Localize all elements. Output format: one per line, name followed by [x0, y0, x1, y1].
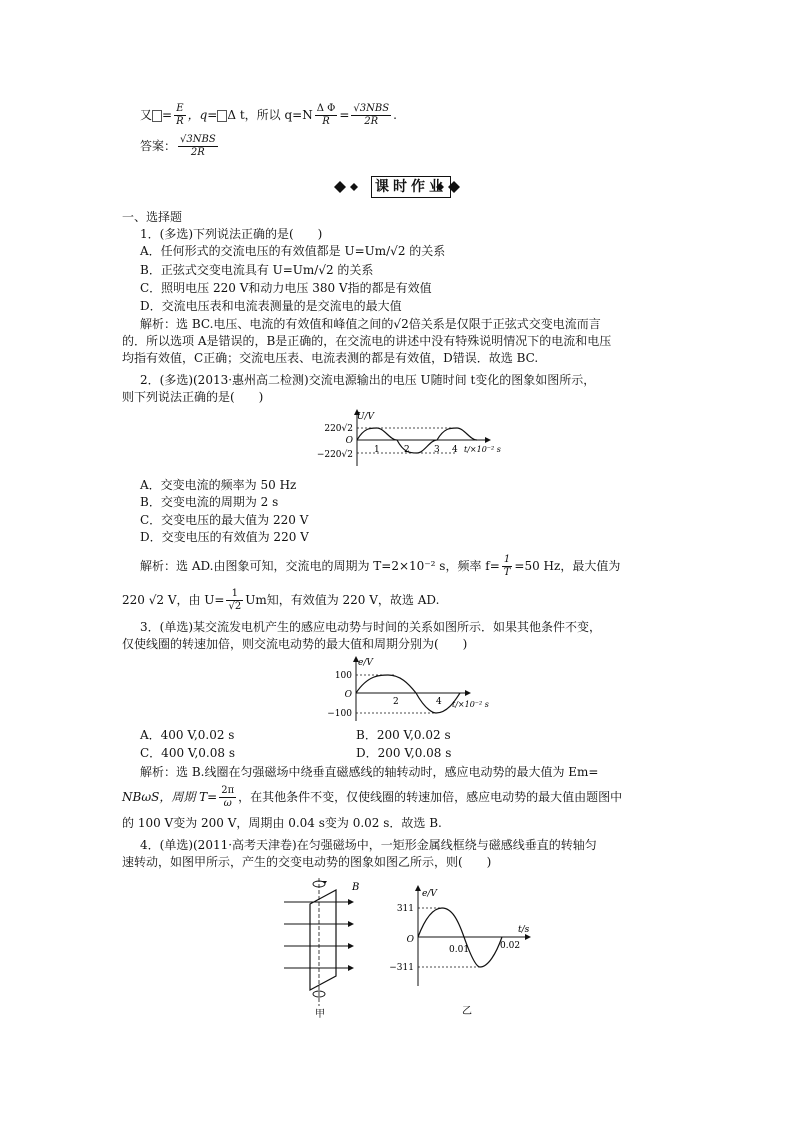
fraction [226, 588, 243, 613]
x-tick-label: 0.02 [500, 941, 521, 951]
denominator: R [322, 116, 330, 127]
y-tick-label: −311 [389, 963, 414, 973]
q2-stem: 则下列说法正确的是( ) [122, 390, 264, 404]
q1-solution: 解析：选 BC.电压、电流的有效值和峰值之间的√2倍关系是仅限于正弦式交变电流而言 [140, 317, 601, 331]
numerator: E [174, 103, 186, 116]
section-heading [332, 176, 462, 198]
q1-option-d: D．交流电压表和电流表测量的是交流电的最大值 [140, 299, 402, 313]
answer-line [140, 134, 220, 159]
x-axis-label: t/×10⁻² s [452, 700, 489, 709]
q1-option-b: B．正弦式交变电流具有 U=Um/√2 的关系 [140, 263, 374, 277]
q3-option-a: A．400 V,0.02 s [140, 728, 235, 742]
numerator: √3NBS [353, 103, 390, 114]
denominator: R [176, 116, 184, 127]
fraction [174, 103, 186, 128]
x-tick-label: 3 [434, 445, 440, 455]
q4-stem: 4．(单选)(2011·高考天津卷)在匀强磁场中，一矩形金属线框绕与磁感线垂直的转轴匀 [140, 838, 597, 852]
y-axis-label: U/V [356, 412, 374, 422]
text: 又 [140, 108, 153, 122]
x-tick-label: 1 [374, 445, 380, 455]
y-axis-label: e/V [358, 658, 373, 668]
fraction [502, 554, 513, 579]
x-tick-label: 4 [436, 697, 442, 707]
numerator: √3NBS [180, 134, 216, 145]
q3-solution: 的 100 V变为 200 V，周期由 0.04 s变为 0.02 s．故选 B. [122, 816, 442, 830]
y-axis-label: e/V [422, 889, 437, 899]
q3-option-c: C．400 V,0.08 s [140, 746, 235, 760]
q2-solution [122, 588, 439, 613]
origin-label: O [406, 935, 414, 945]
y-tick-label: 100 [334, 671, 352, 681]
y-tick-label: 311 [396, 904, 414, 914]
numerator: 1 [226, 588, 243, 601]
text: Um知，有效值为 220 V，故选 AD. [245, 593, 440, 607]
denominator: √2 [228, 601, 242, 612]
q3-stem: 3．(单选)某交流发电机产生的感应电动势与时间的关系如图所示．如果其他条件不变， [140, 620, 602, 634]
x-tick-label: 2 [393, 697, 399, 707]
heading-title: 课时作业 [371, 176, 451, 198]
missing-glyph-icon [152, 110, 162, 122]
q1-option-a: A．任何形式的交流电压的有效值都是 U=Um/√2 的关系 [140, 244, 446, 258]
x-axis-label: t/×10⁻² s [464, 445, 501, 454]
q4-figure-yi [389, 882, 542, 1020]
origin-label: O [344, 690, 352, 700]
q1-option-c: C．照明电压 220 V和动力电压 380 V指的都是有效值 [140, 281, 432, 295]
text: NBωS，周期 T= [122, 790, 218, 804]
numerator: Δ Φ [316, 103, 336, 114]
text: Δ t，所以 q=N [227, 108, 313, 122]
text: ，q= [187, 108, 218, 122]
figure-caption: 甲 [315, 1009, 325, 1020]
q4-stem: 速转动，如图甲所示，产生的交变电动势的图象如图乙所示，则( ) [122, 855, 492, 869]
denominator: ω [223, 798, 232, 809]
text: = [339, 108, 350, 122]
numerator: 2π [221, 785, 235, 796]
y-tick-label: 220√2 [324, 424, 353, 434]
denominator: T [503, 567, 511, 578]
q3-option-b: B．200 V,0.02 s [356, 728, 451, 742]
x-axis-label: t/s [518, 925, 530, 935]
x-tick-label: 0.01 [449, 945, 470, 955]
q2-voltage-graph [312, 408, 518, 468]
x-tick-label: 4 [452, 445, 458, 455]
q2-stem: 2．(多选)(2013·惠州高二检测)交流电源输出的电压 U随时间 t变化的图象如图所示， [140, 373, 596, 387]
text: 解析：选 AD.由图象可知，交流电的周期为 T=2×10⁻² s，频率 f= [140, 559, 500, 573]
q3-option-d: D．200 V,0.08 s [356, 746, 452, 760]
q1-stem: 1．(多选)下列说法正确的是( ) [140, 227, 323, 241]
figure-caption: 乙 [462, 1006, 472, 1017]
q1-solution: 均指有效值，C正确；交流电压表、电流表测的都是有效值，D错误．故选 BC. [122, 351, 539, 365]
field-label: B [352, 882, 360, 893]
text: 220 √2 V，由 U= [122, 593, 225, 607]
missing-glyph-icon [217, 110, 227, 122]
q1-solution: 的．所以选项 A是错误的，B是正确的，在交流电的讲述中没有特殊说明情况下的电流和电压 [122, 334, 612, 348]
q2-option-b: B．交变电流的周期为 2 s [140, 495, 279, 509]
fraction [219, 785, 236, 810]
q2-option-c: C．交变电压的最大值为 220 V [140, 513, 309, 527]
fraction [315, 103, 338, 128]
text: =50 Hz，最大值为 [514, 559, 621, 573]
origin-label: O [345, 436, 353, 446]
denominator: 2R [190, 147, 205, 158]
y-tick-label: −220√2 [316, 450, 353, 460]
top-formula-line: 又 = $\frac{E}{R}$ ，q= Δ t，所以 q=N $\frac{\text{Δ Φ}}{R}$ = $\frac{\text{√3NBS}}{2R}$ . [140, 103, 397, 127]
q3-emf-graph [322, 653, 518, 723]
q3-solution [122, 785, 622, 810]
q2-solution [140, 554, 620, 579]
x-tick-label: 2 [404, 445, 410, 455]
section-title: 一、选择题 [122, 210, 183, 224]
denominator: 2R [364, 116, 379, 127]
text: ，在其他条件不变，仅使线圈的转速加倍，感应电动势的最大值由题图中 [238, 790, 623, 804]
y-tick-label: −100 [327, 709, 352, 719]
q3-stem: 仅使线圈的转速加倍，则交流电动势的最大值和周期分别为( ) [122, 637, 468, 651]
q4-figure-jia [280, 872, 368, 1020]
q3-solution: 解析：选 B.线圈在匀强磁场中绕垂直磁感线的轴转动时，感应电动势的最大值为 Em= [140, 765, 599, 779]
q2-option-a: A．交变电流的频率为 50 Hz [140, 478, 297, 492]
q2-option-d: D．交变电压的有效值为 220 V [140, 530, 309, 544]
fraction [351, 103, 391, 128]
answer-label: 答案： [140, 139, 177, 153]
numerator: 1 [502, 554, 513, 567]
fraction [178, 134, 218, 159]
